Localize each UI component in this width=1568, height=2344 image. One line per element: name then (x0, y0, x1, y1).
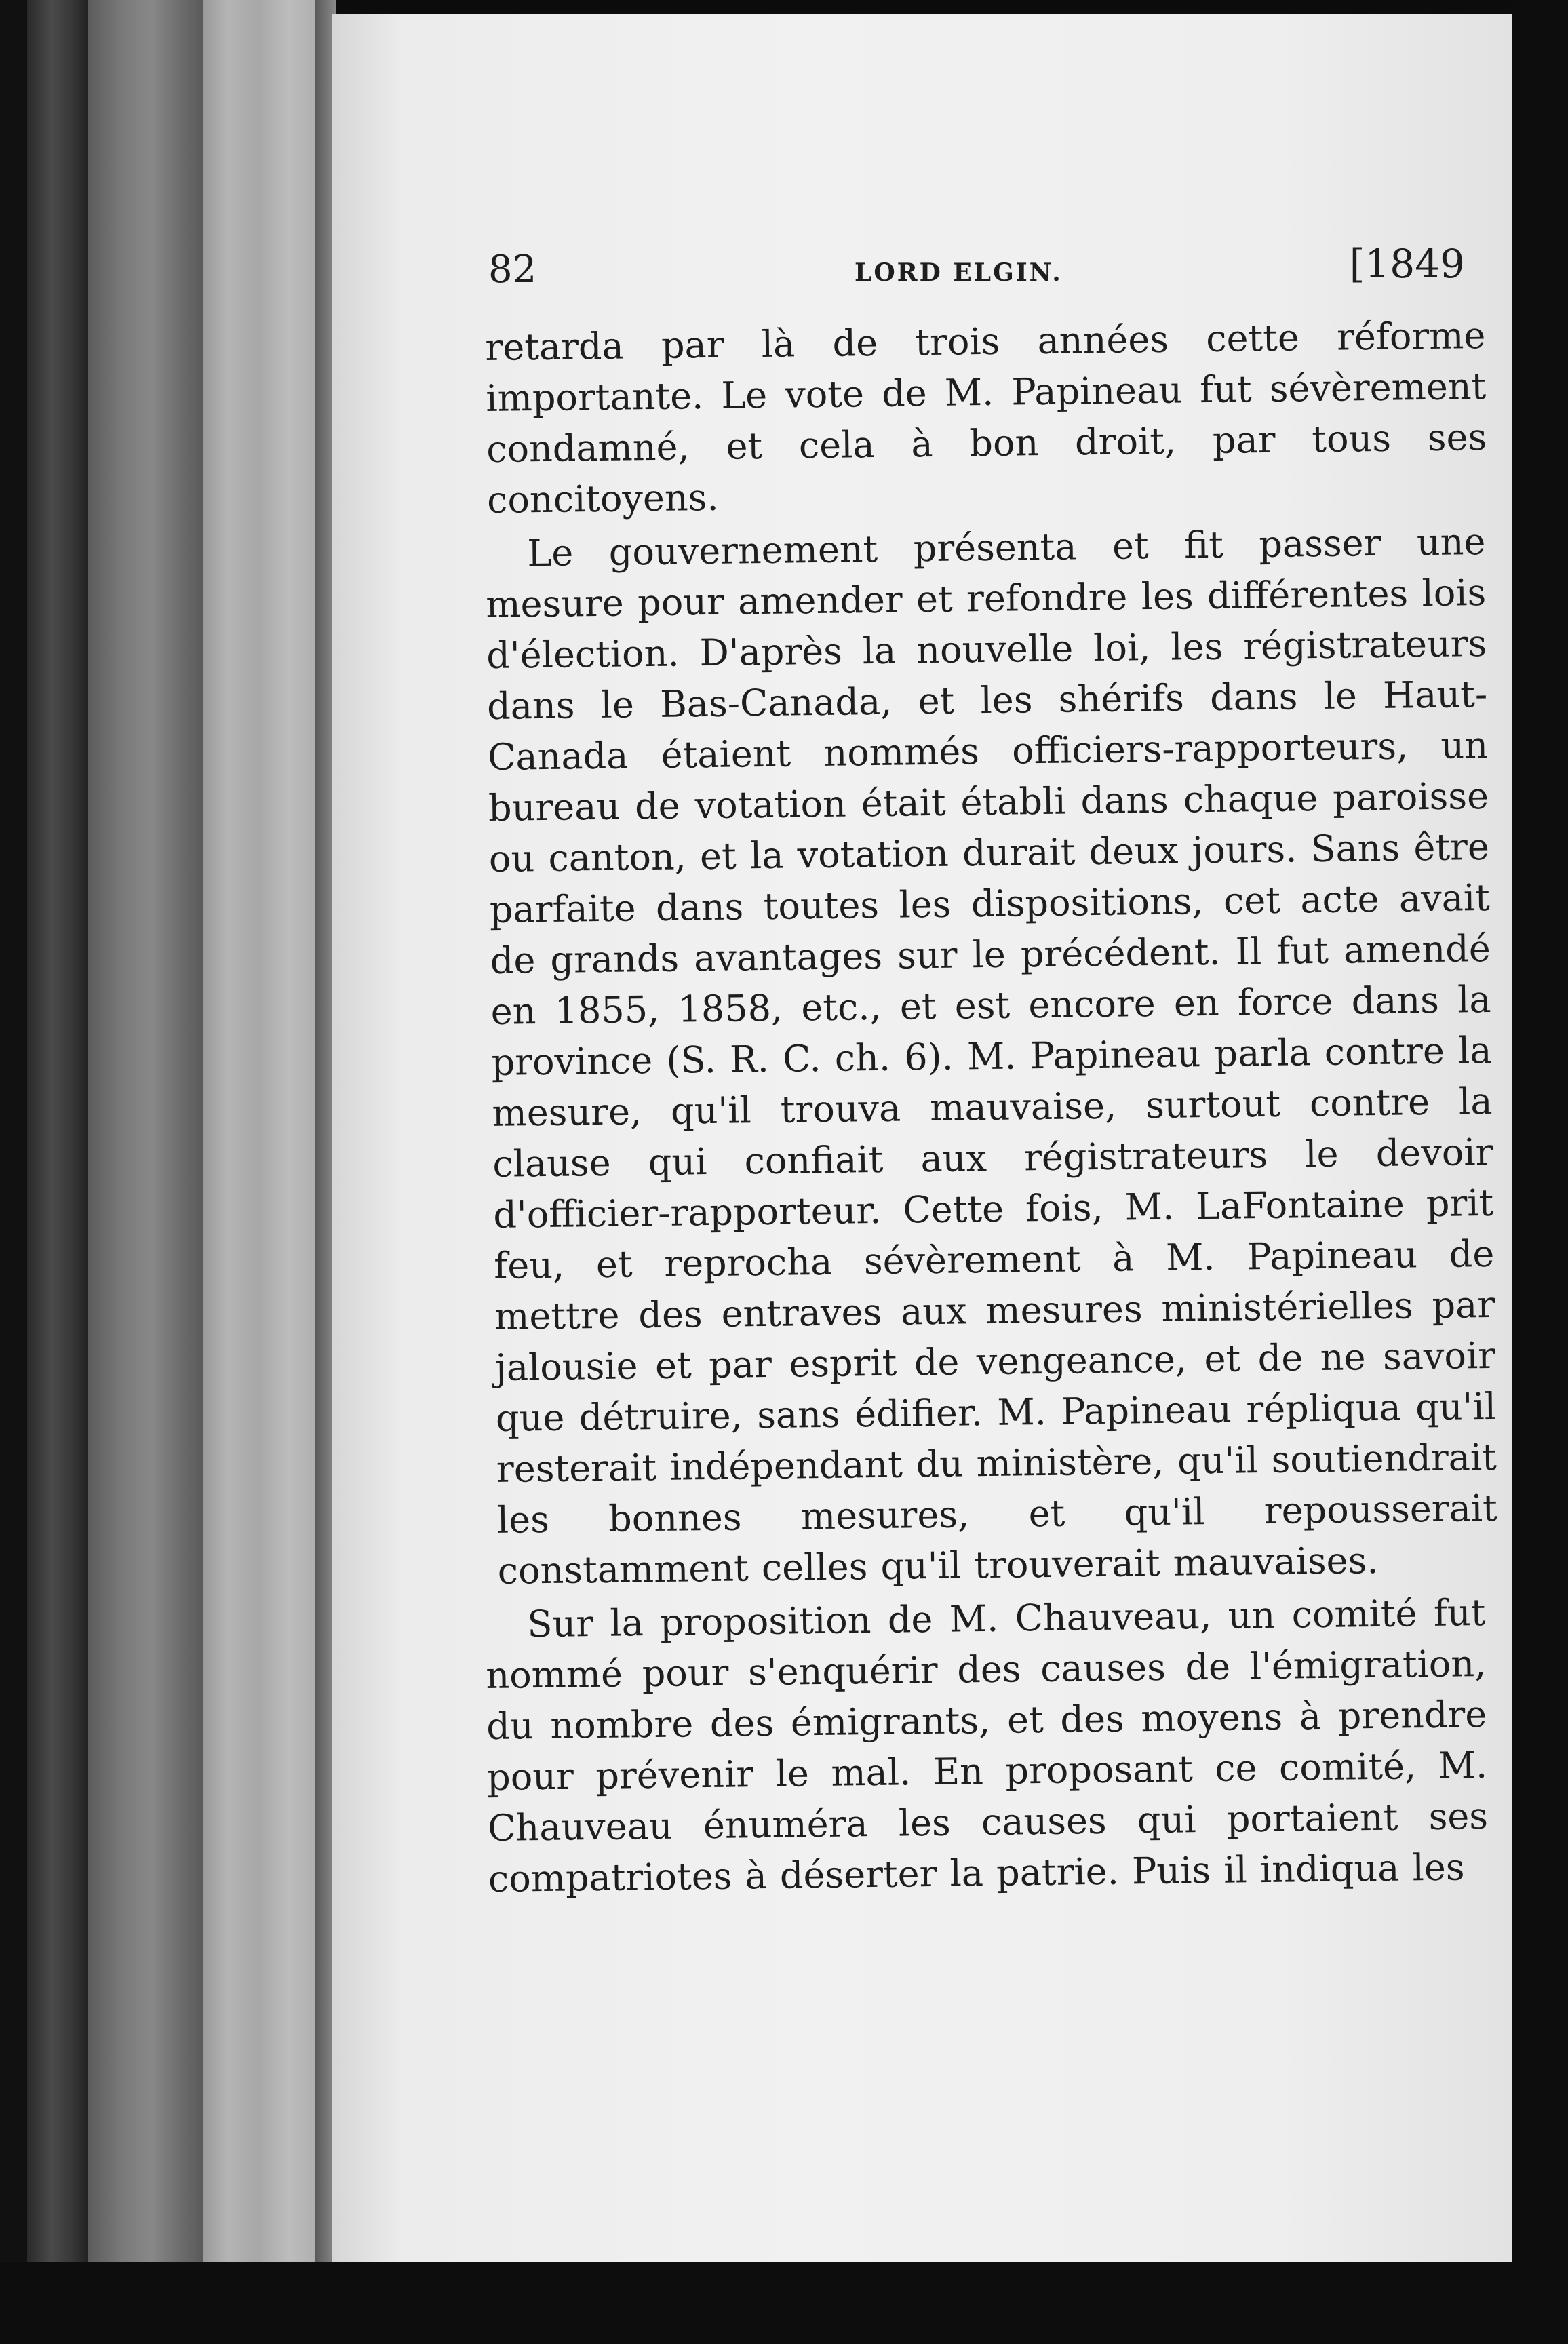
facing-page-edge (1512, 0, 1568, 2344)
book-cover-edge (0, 0, 27, 2344)
running-title: LORD ELGIN. (855, 258, 1063, 287)
paragraph: Le gouvernement présenta et fit passer une mesure pour amender et refondre les différentes lois d'élection. D'après la nouvelle loi, les régistrateurs dans le Bas-Canada, et les shérifs dans le Haut-Canada étaient nommés officiers-rapporteurs, un bureau de votation était établi dans chaque paroisse ou canton, et la votation durait deux jours. Sans être parfaite dans toutes les dispositions, cet acte avait de grands avantages sur le précédent. Il fut amendé en 1855, 1858, etc., et est encore en force dans la province (S. R. C. ch. 6). M. Papineau parla contre la mesure, qu'il trouva mauvaise, surtout contre la clause qui confiait aux régistrateurs le devoir d'officier-rapporteur. Cette fois, M. LaFontaine prit feu, et reprocha sévèrement à M. Papineau de mettre des entraves aux mesures ministérielles par jalousie et par esprit de vengeance, et de ne savoir que détruire, sans édifier. M. Papineau répliqua qu'il resterait indépendant du ministère, qu'il soutiendrait les bonnes mesures, et qu'il repousserait constamment celles qu'il trouverait mauvaises. (485, 520, 1498, 1593)
body-text (485, 313, 1498, 1904)
scan-bottom-border (0, 2262, 1568, 2344)
page-block-edge (88, 0, 203, 2344)
book-page (332, 14, 1516, 2262)
paragraph: retarda par là de trois années cette réforme importante. Le vote de M. Papineau fut sévèrement condamné, et cela à bon droit, par tous ses concitoyens. (485, 313, 1487, 522)
running-year: [1849 (1349, 241, 1465, 287)
page-number: 82 (488, 248, 537, 292)
paragraph: Sur la proposition de M. Chauveau, un comité fut nommé pour s'enquérir des causes de l'émigration, du nombre des émigrants, et des moyens à prendre pour prévenir le mal. En proposant ce comité, M. Chauveau énuméra les causes qui portaient ses compatriotes à déserter la patrie. Puis il indiqua les (485, 1590, 1489, 1900)
book-spine-edge (27, 0, 88, 2344)
page-block-edge-light (203, 0, 326, 2344)
running-head (488, 241, 1465, 309)
